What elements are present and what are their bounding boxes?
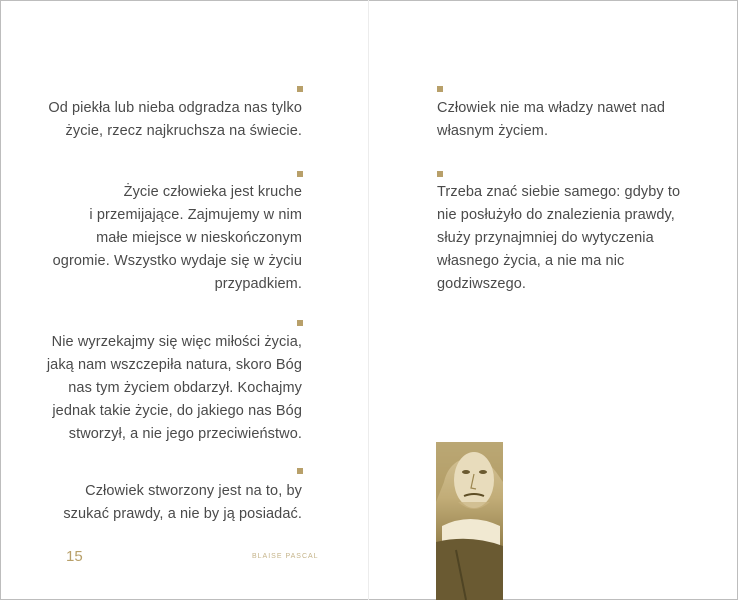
quote-text: Od piekła lub nieba odgradza nas tylko życie, rzecz najkruchsza na świecie. [48, 100, 302, 139]
quote-marker [297, 468, 303, 474]
quote-text: Człowiek stworzony jest na to, by szukać prawdy, a nie by ją posiadać. [63, 483, 302, 522]
page-gutter [368, 0, 369, 600]
quote-text: Człowiek nie ma władzy nawet nad własnym życiem. [437, 100, 666, 139]
running-head: BLAISE PASCAL [252, 553, 319, 560]
quote-text: Trzeba znać siebie samego: gdyby to nie posłużyło do znalezienia prawdy, służy przynajmniej do wytyczenia własnego życia, a nie ma nic godziwszego. [437, 184, 681, 292]
quote-marker [297, 171, 303, 177]
quote-marker [437, 86, 443, 92]
quote-text: Życie człowieka jest kruche i przemijające. Zajmujemy w nim małe miejsce w nieskończonym ogromie. Wszystko wydaje się w życiu przypadkiem. [52, 184, 302, 292]
quote-text: Nie wyrzekajmy się więc miłości życia, jaką nam wszczepiła natura, skoro Bóg nas tym życiem obdarzył. Kochajmy jednak takie życie, do jakiego nas Bóg stworzył, a nie jego przeciwieństwo. [46, 334, 302, 442]
quote-marker [297, 86, 303, 92]
quote-marker [437, 171, 443, 177]
page-number: 15 [66, 548, 83, 565]
quote-marker [297, 320, 303, 326]
portrait-image [436, 442, 503, 600]
